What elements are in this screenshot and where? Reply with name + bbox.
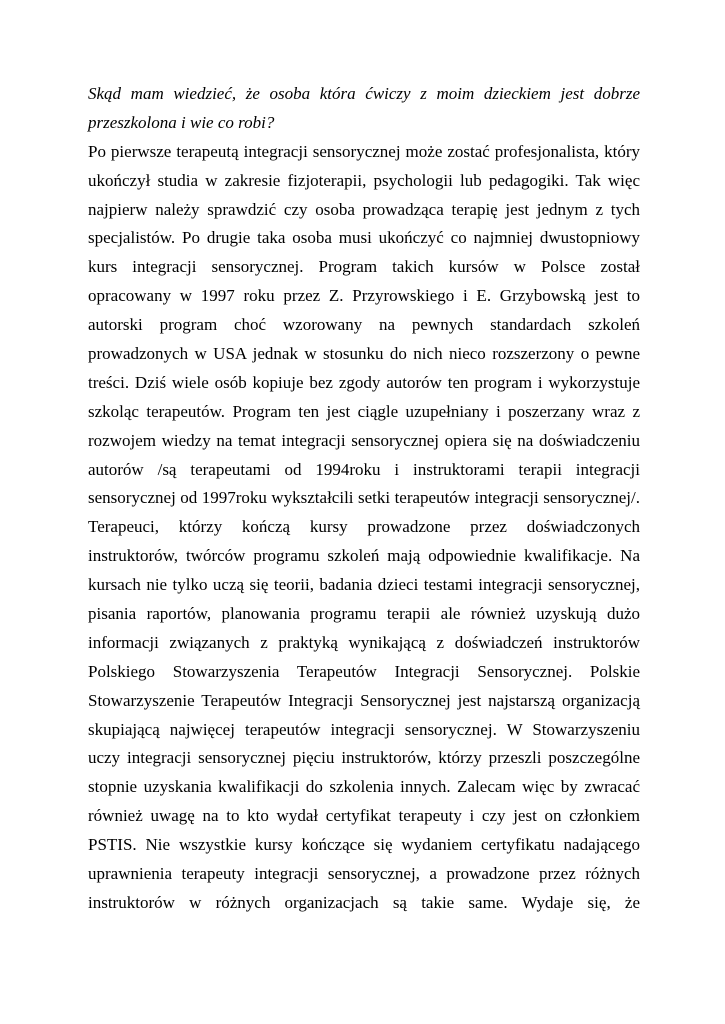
- body-line: prowadzonych w USA jednak w stosunku do nich nieco rozszerzony o pewne: [88, 344, 640, 364]
- body-line: uczy integracji sensorycznej pięciu instruktorów, którzy przeszli poszczególne: [88, 748, 640, 768]
- body-line: stopnie uzyskania kwalifikacji do szkolenia innych. Zalecam więc by zwracać: [88, 777, 640, 797]
- body-line: również uwagę na to kto wydał certyfikat terapeuty i czy jest on członkiem: [88, 806, 640, 826]
- body-line: sensorycznej od 1997roku wykształcili setki terapeutów integracji sensorycznej/.: [88, 488, 640, 508]
- body-line: szkoląc terapeutów. Program ten jest ciągle uzupełniany i poszerzany wraz z: [88, 401, 640, 421]
- body-line: rozwojem wiedzy na temat integracji sensorycznej opiera się na doświadczeniu: [88, 430, 640, 450]
- body-line: opracowany w 1997 roku przez Z. Przyrowskiego i E. Grzybowską jest to: [88, 286, 640, 306]
- question-line-2: przeszkolona i wie co robi?: [88, 112, 275, 132]
- body-line: instruktorów w różnych organizacjach są takie same. Wydaje się, że: [88, 892, 640, 912]
- body-line: skupiającą najwięcej terapeutów integracji sensorycznej. W Stowarzyszeniu: [88, 719, 640, 739]
- body-line: informacji związanych z praktyką wynikającą z doświadczeń instruktorów: [88, 632, 640, 652]
- body-line: autorski program choć wzorowany na pewnych standardach szkoleń: [88, 315, 640, 335]
- body-line: pisania raportów, planowania programu terapii ale również uzyskują dużo: [88, 604, 640, 624]
- body-line: najpierw należy sprawdzić czy osoba prowadząca terapię jest jednym z tych: [88, 199, 640, 219]
- body-line: instruktorów, twórców programu szkoleń mają odpowiednie kwalifikacje. Na: [88, 546, 640, 566]
- body-line: Stowarzyszenie Terapeutów Integracji Sensorycznej jest najstarszą organizacją: [88, 690, 640, 710]
- body-line: PSTIS. Nie wszystkie kursy kończące się wydaniem certyfikatu nadającego: [88, 835, 640, 855]
- question-line-1: Skąd mam wiedzieć, że osoba która ćwiczy z moim dzieckiem jest dobrze: [88, 84, 640, 103]
- body-line: kurs integracji sensorycznej. Program takich kursów w Polsce został: [88, 257, 640, 277]
- body-line: Polskiego Stowarzyszenia Terapeutów Integracji Sensorycznej. Polskie: [88, 661, 640, 681]
- body-line: uprawnienia terapeuty integracji sensorycznej, a prowadzone przez różnych: [88, 864, 640, 884]
- body-line: Po pierwsze terapeutą integracji sensorycznej może zostać profesjonalista, który: [88, 141, 640, 161]
- body-line: autorów /są terapeutami od 1994roku i instruktorami terapii integracji: [88, 459, 640, 479]
- body-line: Terapeuci, którzy kończą kursy prowadzone przez doświadczonych: [88, 517, 640, 537]
- body-line: kursach nie tylko uczą się teorii, badania dzieci testami integracji sensorycznej,: [88, 575, 640, 595]
- document-page: [88, 80, 640, 918]
- body-line: ukończył studia w zakresie fizjoterapii, psychologii lub pedagogiki. Tak więc: [88, 170, 640, 190]
- body-line: treści. Dziś wiele osób kopiuje bez zgody autorów ten program i wykorzystuje: [88, 372, 640, 392]
- body-line: specjalistów. Po drugie taka osoba musi ukończyć co najmniej dwustopniowy: [88, 228, 640, 248]
